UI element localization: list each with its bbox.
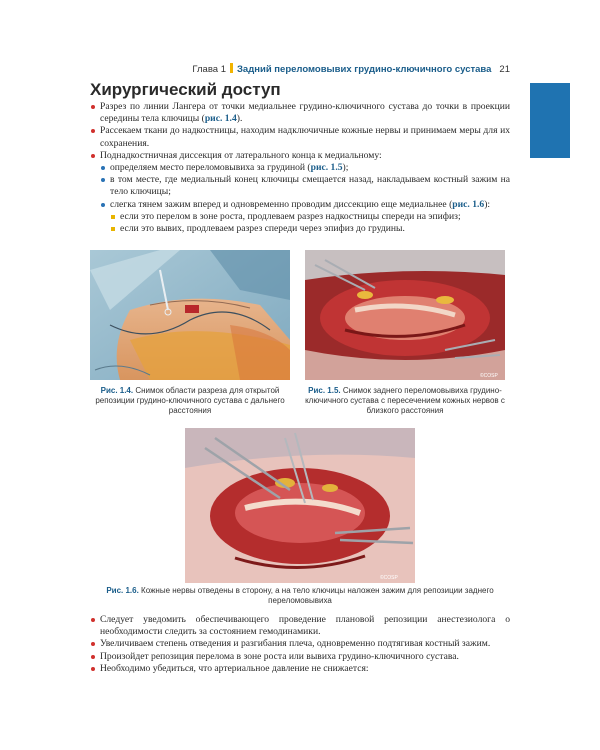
procedure-list-bottom <box>90 614 510 675</box>
sub-sub-list-item: если это перелом в зоне роста, продлеваем разрез надкостницы спереди на эпифиз; <box>110 211 510 223</box>
figure-1-6-photo <box>185 428 415 583</box>
figure-reference[interactable]: рис. 1.4 <box>204 113 237 125</box>
photo-credit: ©COSP <box>380 575 398 581</box>
bullet-icon <box>101 203 105 207</box>
bullet-icon <box>101 166 105 170</box>
page-number: 21 <box>499 64 510 75</box>
bullet-icon <box>91 154 95 158</box>
figure-1-4-photo <box>90 250 290 380</box>
bullet-icon <box>91 129 95 133</box>
bullet-icon <box>91 618 95 622</box>
chapter-title: Задний переломовывих грудино-ключичного сустава <box>236 64 492 75</box>
figure-1-6-caption: Рис. 1.6. Кожные нервы отведены в сторону, а на тело ключицы наложен зажим для репозиции заднего переломовывиха <box>106 586 494 605</box>
sub-sub-list-item: если это вывих, продлеваем разрез спереди через эпифиз до грудины. <box>110 223 510 235</box>
figure-reference[interactable]: рис. 1.5 <box>310 162 343 174</box>
bullet-icon <box>111 227 115 231</box>
sub-list-item: в том месте, где медиальный конец ключицы смещается назад, накладываем костный зажим на тело ключицы; <box>100 174 510 198</box>
figure-reference[interactable]: рис. 1.6 <box>452 198 485 210</box>
figure-1-5-photo <box>305 250 505 380</box>
bullet-icon <box>111 215 115 219</box>
header-separator <box>230 63 233 73</box>
procedure-list-top <box>90 101 510 235</box>
list-item: Необходимо убедиться, что артериальное давление не снижается: <box>90 663 510 675</box>
chapter-tab-marker <box>530 83 570 158</box>
running-head <box>110 63 510 75</box>
bullet-icon <box>91 105 95 109</box>
list-item: Разрез по линии Лангера от точки медиальнее грудино-ключичного сустава до точки в проекции середины тела ключицы (рис. 1.4). <box>90 101 510 125</box>
bullet-icon <box>91 642 95 646</box>
list-item: Произойдет репозиция перелома в зоне роста или вывиха грудино-ключичного сустава. <box>90 651 510 663</box>
sub-list-item: слегка тянем зажим вперед и одновременно проводим диссекцию еще медиальнее (рис. 1.6): если это перелом в зоне роста, продлеваем разрез надкостницы спереди на эпифиз; если это вывих, продлеваем разрез спереди через эпифиз до грудины. <box>100 199 510 236</box>
list-item: Следует уведомить обеспечивающего проведение плановой репозиции анестезиолога о необходимости следить за состоянием гемодинамики. <box>90 614 510 638</box>
figure-1-5-caption: Рис. 1.5. Снимок заднего переломовывиха грудино-ключичного сустава с пересечением кожных нервов с близкого расстояния <box>305 386 505 415</box>
chapter-label: Глава 1 <box>192 64 226 75</box>
bullet-icon <box>91 667 95 671</box>
section-title: Хирургический доступ <box>90 80 281 99</box>
figure-1-4-caption: Рис. 1.4. Снимок области разреза для открытой репозиции грудино-ключичного сустава с дальнего расстояния <box>95 386 285 415</box>
sub-list-item: определяем место переломовывиха за грудиной (рис. 1.5); <box>100 162 510 174</box>
list-item: Рассекаем ткани до надкостницы, находим надключичные кожные нервы и принимаем меры для их сохранения. <box>90 125 510 149</box>
list-item: Поднадкостничная диссекция от латерального конца к медиальному: определяем место переломовывиха за грудиной (рис. 1.5); в том месте, где медиальный конец ключицы смещается назад, накладываем костный зажим на тело ключицы; слегка тянем зажим вперед и одновременно проводим диссекцию еще медиальнее (рис. 1.6): если это перелом в зоне роста, продлеваем разрез надкостницы спереди на эпифиз; если это вывих, продлеваем разрез спереди через эпифиз до грудины. <box>90 150 510 235</box>
bullet-icon <box>91 655 95 659</box>
list-item: Увеличиваем степень отведения и разгибания плеча, одновременно подтягивая костный зажим. <box>90 638 510 650</box>
bullet-icon <box>101 178 105 182</box>
photo-credit: ©COSP <box>480 373 498 379</box>
